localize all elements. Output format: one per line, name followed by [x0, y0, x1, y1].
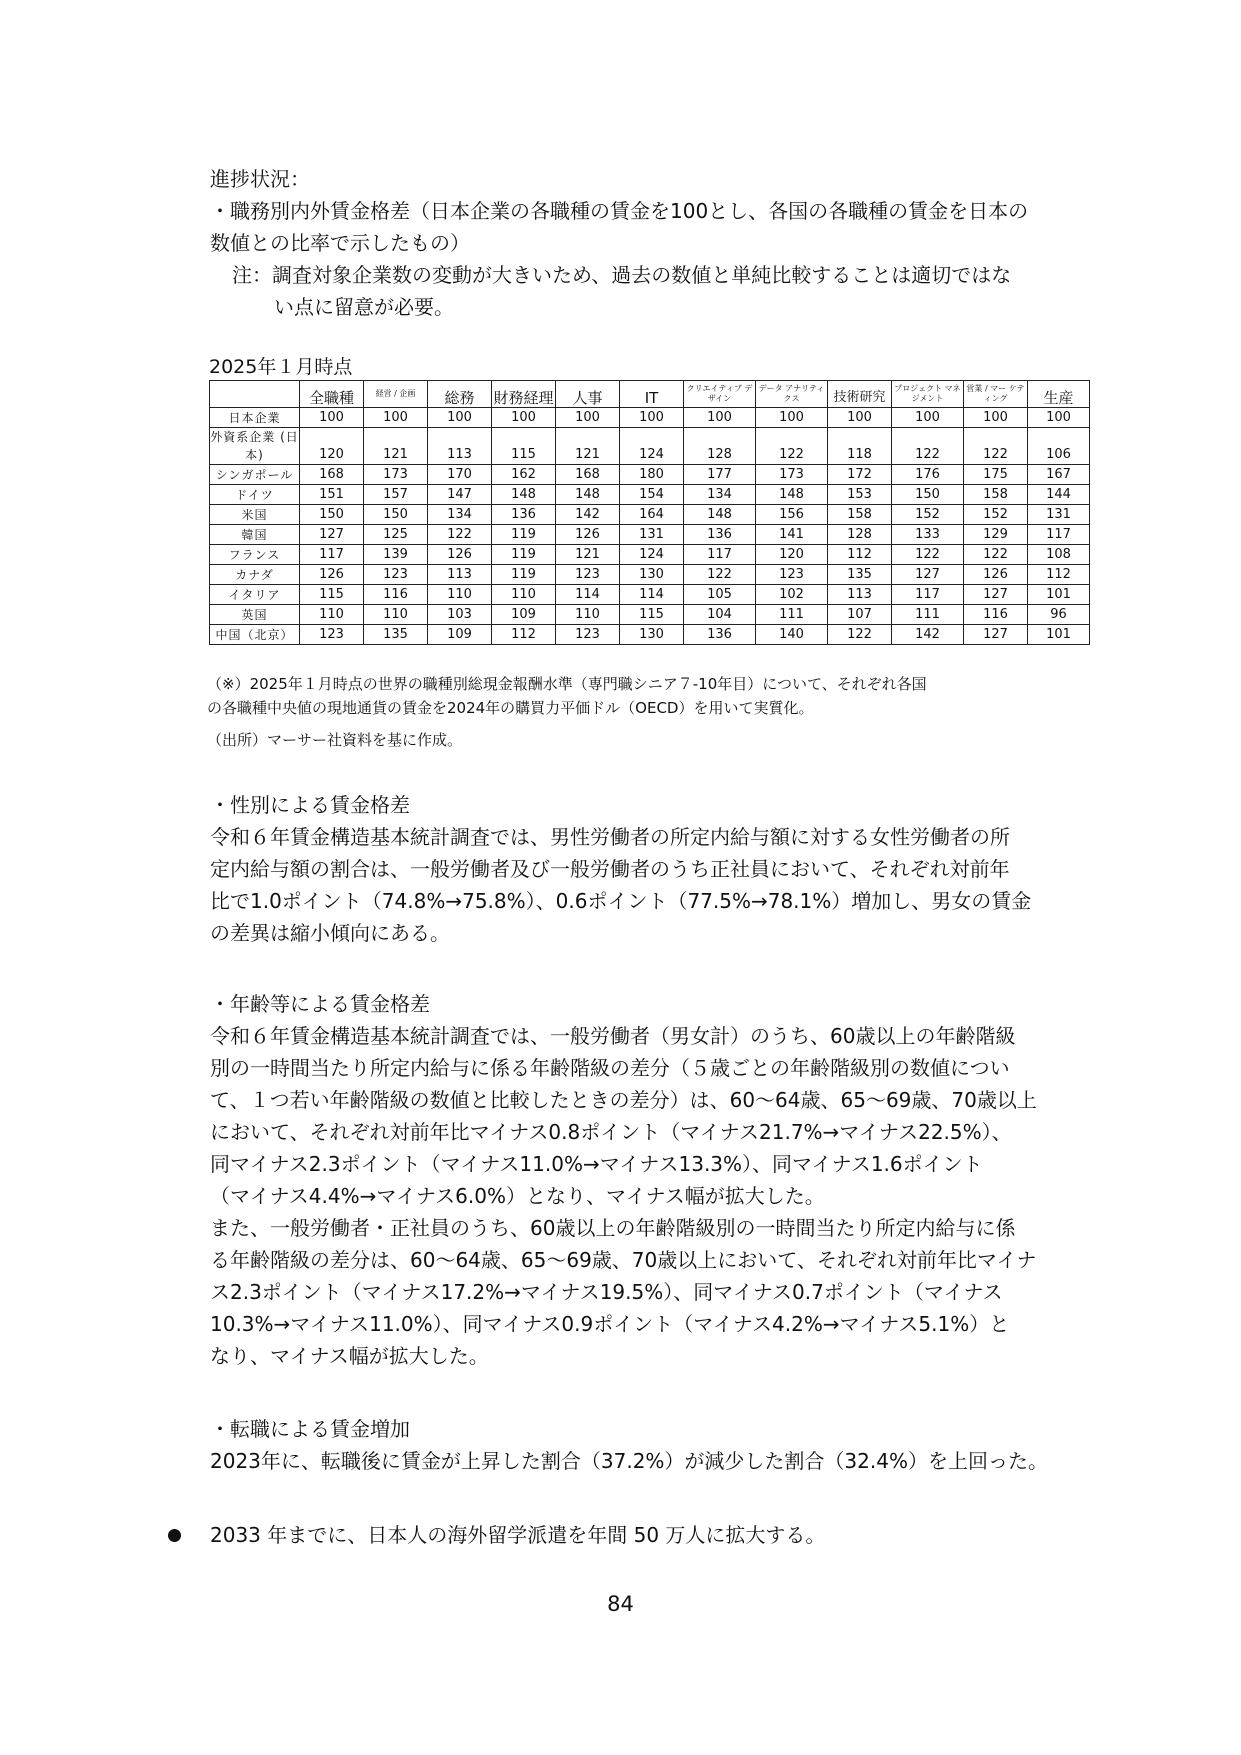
table-cell: 112: [492, 625, 556, 645]
table-cell: 111: [756, 605, 828, 625]
table-cell: 177: [684, 465, 756, 485]
table-cell: 100: [828, 408, 892, 428]
table-cell: 126: [300, 565, 364, 585]
table-cell: 118: [828, 428, 892, 465]
table-row-label: シンガポール: [210, 465, 300, 485]
age-line: （マイナス4.4%→マイナス6.0%）となり、マイナス幅が拡大した。: [210, 1184, 825, 1208]
table-header-cell: 人事: [556, 381, 620, 408]
table-cell: 148: [556, 485, 620, 505]
table-cell: 121: [364, 428, 428, 465]
table-cell: 175: [964, 465, 1028, 485]
table-cell: 130: [620, 625, 684, 645]
table-cell: 170: [428, 465, 492, 485]
table-cell: 136: [492, 505, 556, 525]
gender-line: の差異は縮小傾向にある。: [210, 921, 450, 945]
table-cell: 124: [620, 428, 684, 465]
table-row: [210, 625, 1090, 645]
table-cell: 121: [556, 428, 620, 465]
table-cell: 119: [492, 545, 556, 565]
table-row: [210, 485, 1090, 505]
table-row-label: イタリア: [210, 585, 300, 605]
gender-line: 令和６年賃金構造基本統計調査では、男性労働者の所定内給与額に対する女性労働者の所: [210, 825, 1010, 849]
table-cell: 173: [364, 465, 428, 485]
table-cell: 112: [828, 545, 892, 565]
wage-gap-table: [209, 380, 1090, 645]
table-cell: 110: [556, 605, 620, 625]
page-number: 84: [607, 1592, 634, 1616]
table-header-cell: 生産: [1028, 381, 1090, 408]
table-row-label: 外資系企業 (日本): [210, 428, 300, 465]
age-line: る年齢階級の差分は、60～64歳、65～69歳、70歳以上において、それぞれ対前年比マイナ: [210, 1248, 1037, 1272]
table-cell: 105: [684, 585, 756, 605]
table-cell: 115: [492, 428, 556, 465]
goal-text: 2033 年までに、日本人の海外留学派遣を年間 50 万人に拡大する。: [210, 1523, 826, 1547]
table-footnote-line2: の各職種中央値の現地通貨の賃金を2024年の購買力平価ドル（OECD）を用いて実質化。: [207, 699, 814, 717]
age-line: 同マイナス2.3ポイント（マイナス11.0%→マイナス13.3%）、同マイナス1.6ポイント: [210, 1152, 983, 1176]
table-cell: 151: [300, 485, 364, 505]
table-cell: 150: [892, 485, 964, 505]
table-cell: 100: [364, 408, 428, 428]
table-cell: 122: [756, 428, 828, 465]
gender-line: 定内給与額の割合は、一般労働者及び一般労働者のうち正社員において、それぞれ対前年: [210, 857, 1010, 881]
table-cell: 172: [828, 465, 892, 485]
table-cell: 180: [620, 465, 684, 485]
table-cell: 131: [620, 525, 684, 545]
table-cell: 111: [892, 605, 964, 625]
table-cell: 148: [684, 505, 756, 525]
table-cell: 113: [428, 428, 492, 465]
age-line: 別の一時間当たり所定内給与に係る年齢階級の差分（５歳ごとの年齢階級別の数値につい: [210, 1056, 1010, 1080]
table-cell: 152: [892, 505, 964, 525]
table-cell: 156: [756, 505, 828, 525]
table-cell: 115: [620, 605, 684, 625]
table-cell: 100: [684, 408, 756, 428]
table-row-label: 米国: [210, 505, 300, 525]
table-cell: 122: [428, 525, 492, 545]
progress-note-line1: 注：調査対象企業数の変動が大きいため、過去の数値と単純比較することは適切ではな: [232, 263, 1012, 287]
table-cell: 114: [620, 585, 684, 605]
table-header-row: [210, 381, 1090, 408]
table-cell: 164: [620, 505, 684, 525]
table-cell: 100: [964, 408, 1028, 428]
table-cell: 122: [892, 428, 964, 465]
table-cell: 109: [428, 625, 492, 645]
table-cell: 123: [556, 565, 620, 585]
table-cell: 130: [620, 565, 684, 585]
table-footnote-line1: （※）2025年１月時点の世界の職種別総現金報酬水準（専門職シニア７-10年目）について、それぞれ各国: [207, 675, 927, 693]
table-cell: 128: [828, 525, 892, 545]
table-cell: 101: [1028, 585, 1090, 605]
table-cell: 100: [1028, 408, 1090, 428]
table-row: [210, 605, 1090, 625]
table-cell: 153: [828, 485, 892, 505]
table-cell: 141: [756, 525, 828, 545]
table-cell: 106: [1028, 428, 1090, 465]
table-cell: 101: [1028, 625, 1090, 645]
table-row-label: フランス: [210, 545, 300, 565]
table-cell: 123: [300, 625, 364, 645]
table-row: [210, 545, 1090, 565]
table-cell: 126: [556, 525, 620, 545]
table-cell: 122: [828, 625, 892, 645]
table-cell: 176: [892, 465, 964, 485]
age-line: て、１つ若い年齢階級の数値と比較したときの差分）は、60～64歳、65～69歳、70歳以上: [210, 1088, 1037, 1112]
table-cell: 134: [428, 505, 492, 525]
table-cell: 109: [492, 605, 556, 625]
table-cell: 131: [1028, 505, 1090, 525]
table-cell: 100: [428, 408, 492, 428]
table-cell: 122: [964, 428, 1028, 465]
table-cell: 108: [1028, 545, 1090, 565]
table-header-cell: 経営 / 企画: [364, 381, 428, 408]
table-cell: 115: [300, 585, 364, 605]
table-row: [210, 428, 1090, 465]
table-caption: 2025年１月時点: [209, 356, 353, 378]
table-cell: 122: [964, 545, 1028, 565]
table-cell: 134: [684, 485, 756, 505]
table-cell: 126: [428, 545, 492, 565]
table-cell: 124: [620, 545, 684, 565]
table-cell: 158: [964, 485, 1028, 505]
table-cell: 96: [1028, 605, 1090, 625]
table-cell: 110: [428, 585, 492, 605]
table-cell: 157: [364, 485, 428, 505]
table-header-cell: クリエイティブ デザイン: [684, 381, 756, 408]
table-cell: 123: [756, 565, 828, 585]
table-cell: 102: [756, 585, 828, 605]
table-cell: 144: [1028, 485, 1090, 505]
table-cell: 114: [556, 585, 620, 605]
table-cell: 135: [364, 625, 428, 645]
progress-note-line2: い点に留意が必要。: [274, 295, 454, 319]
table-cell: 127: [892, 565, 964, 585]
table-cell: 168: [556, 465, 620, 485]
table-cell: 127: [300, 525, 364, 545]
table-cell: 126: [964, 565, 1028, 585]
table-header-cell: 技術研究: [828, 381, 892, 408]
table-row-label: 日本企業: [210, 408, 300, 428]
table-cell: 116: [364, 585, 428, 605]
jobchange-heading: ・転職による賃金増加: [210, 1417, 410, 1441]
table-cell: 103: [428, 605, 492, 625]
age-line: また、一般労働者・正社員のうち、60歳以上の年齢階級別の一時間当たり所定内給与に係: [210, 1216, 1016, 1240]
table-cell: 100: [756, 408, 828, 428]
table-row-label: カナダ: [210, 565, 300, 585]
table-row: [210, 585, 1090, 605]
table-cell: 142: [556, 505, 620, 525]
age-line: 令和６年賃金構造基本統計調査では、一般労働者（男女計）のうち、60歳以上の年齢階級: [210, 1024, 1016, 1048]
table-cell: 168: [300, 465, 364, 485]
table-source: （出所）マーサー社資料を基に作成。: [207, 731, 463, 749]
age-line: 10.3%→マイナス11.0%）、同マイナス0.9ポイント（マイナス4.2%→マイナス5.1%）と: [210, 1312, 1010, 1336]
table-header-cell: IT: [620, 381, 684, 408]
table-row: [210, 525, 1090, 545]
table-cell: 100: [492, 408, 556, 428]
table-cell: 167: [1028, 465, 1090, 485]
jobchange-line: 2023年に、転職後に賃金が上昇した割合（37.2%）が減少した割合（32.4%）を上回った。: [210, 1449, 1048, 1473]
table-cell: 100: [556, 408, 620, 428]
table-cell: 139: [364, 545, 428, 565]
table-cell: 112: [1028, 565, 1090, 585]
table-header-cell: データ アナリティクス: [756, 381, 828, 408]
table-cell: 116: [964, 605, 1028, 625]
table-cell: 119: [492, 565, 556, 585]
table-cell: 113: [428, 565, 492, 585]
table-cell: 148: [492, 485, 556, 505]
table-cell: 154: [620, 485, 684, 505]
table-cell: 122: [684, 565, 756, 585]
table-cell: 119: [492, 525, 556, 545]
table-cell: 100: [892, 408, 964, 428]
table-cell: 140: [756, 625, 828, 645]
table-cell: 127: [964, 625, 1028, 645]
table-row: [210, 408, 1090, 428]
table-header-cell: 全職種: [300, 381, 364, 408]
table-cell: 110: [364, 605, 428, 625]
table-cell: 110: [300, 605, 364, 625]
goal-bullet-icon: [168, 1529, 181, 1542]
table-cell: 136: [684, 525, 756, 545]
table-cell: 117: [1028, 525, 1090, 545]
table-cell: 127: [964, 585, 1028, 605]
table-cell: 147: [428, 485, 492, 505]
table-cell: 142: [892, 625, 964, 645]
table-cell: 120: [756, 545, 828, 565]
table-cell: 104: [684, 605, 756, 625]
table-cell: 117: [892, 585, 964, 605]
table-cell: 100: [620, 408, 684, 428]
table-row-label: ドイツ: [210, 485, 300, 505]
table-cell: 158: [828, 505, 892, 525]
table-row: [210, 505, 1090, 525]
table-cell: 136: [684, 625, 756, 645]
gender-line: 比で1.0ポイント（74.8%→75.8%）、0.6ポイント（77.5%→78.1%）増加し、男女の賃金: [210, 889, 1032, 913]
table-cell: 110: [492, 585, 556, 605]
table-cell: 148: [756, 485, 828, 505]
table-cell: 100: [300, 408, 364, 428]
age-line: なり、マイナス幅が拡大した。: [210, 1344, 489, 1368]
table-cell: 125: [364, 525, 428, 545]
table-cell: 113: [828, 585, 892, 605]
table-header-cell: 総務: [428, 381, 492, 408]
table-cell: 150: [364, 505, 428, 525]
table-cell: 133: [892, 525, 964, 545]
table-row: [210, 565, 1090, 585]
table-cell: 107: [828, 605, 892, 625]
table-cell: 128: [684, 428, 756, 465]
table-cell: 150: [300, 505, 364, 525]
table-cell: 129: [964, 525, 1028, 545]
table-cell: 123: [556, 625, 620, 645]
table-header-cell: 営業 / マー ケティング: [964, 381, 1028, 408]
progress-bullet-line1: ・職務別内外賃金格差（日本企業の各職種の賃金を100とし、各国の各職種の賃金を日本の: [210, 199, 1029, 223]
table-header-cell: [210, 381, 300, 408]
table-row: [210, 465, 1090, 485]
table-header-cell: プロジェクト マネジメント: [892, 381, 964, 408]
table-cell: 121: [556, 545, 620, 565]
age-heading: ・年齢等による賃金格差: [210, 992, 430, 1016]
table-cell: 117: [684, 545, 756, 565]
table-body: [210, 408, 1090, 645]
table-row-label: 韓国: [210, 525, 300, 545]
table-row-label: 中国（北京）: [210, 625, 300, 645]
table-cell: 152: [964, 505, 1028, 525]
age-line: において、それぞれ対前年比マイナス0.8ポイント（マイナス21.7%→マイナス22.5%）、: [210, 1120, 1012, 1144]
table-cell: 162: [492, 465, 556, 485]
table-cell: 120: [300, 428, 364, 465]
table-row-label: 英国: [210, 605, 300, 625]
gender-heading: ・性別による賃金格差: [210, 793, 410, 817]
progress-heading: 進捗状況：: [210, 167, 310, 191]
table-cell: 122: [892, 545, 964, 565]
table-cell: 135: [828, 565, 892, 585]
progress-bullet-line2: 数値との比率で示したもの）: [210, 231, 470, 255]
table-cell: 173: [756, 465, 828, 485]
age-line: ス2.3ポイント（マイナス17.2%→マイナス19.5%）、同マイナス0.7ポイント（マイナス: [210, 1280, 1003, 1304]
table-cell: 117: [300, 545, 364, 565]
table-header-cell: 財務経理: [492, 381, 556, 408]
table-cell: 123: [364, 565, 428, 585]
